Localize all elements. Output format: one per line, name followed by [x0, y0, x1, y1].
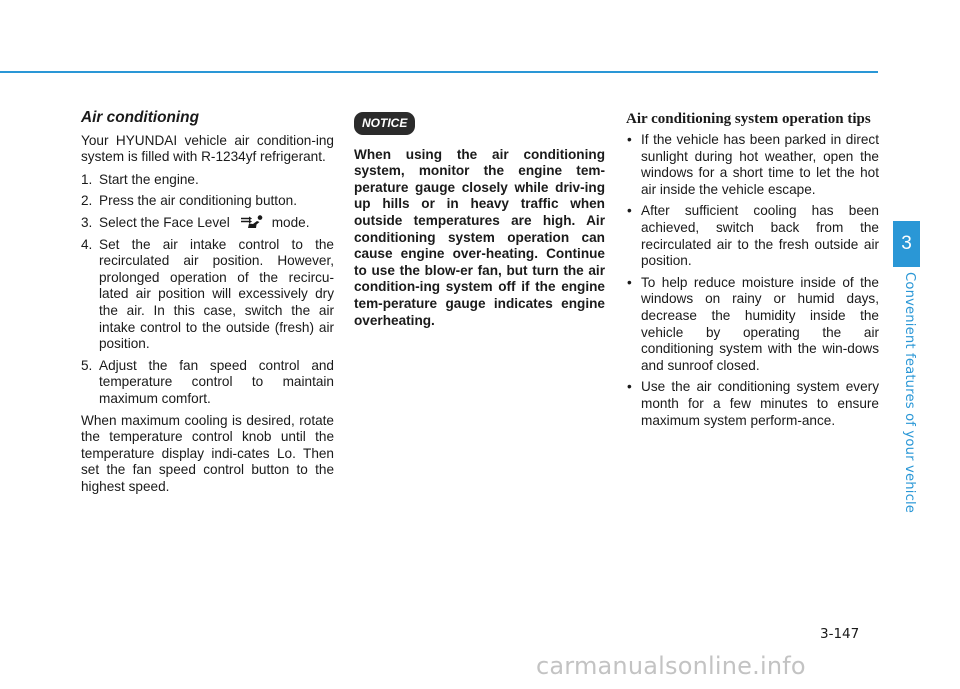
section-heading: Air conditioning: [81, 109, 199, 126]
chapter-number: 3: [901, 233, 912, 254]
tips-heading: Air conditioning system operation tips: [626, 111, 871, 127]
step-number: 1.: [81, 171, 93, 187]
intro-paragraph: Your HYUNDAI vehicle air condition-ing system is filled with R-1234yf refrigerant.: [81, 132, 334, 165]
notice-badge: NOTICE: [354, 112, 415, 135]
page-number: 3-147: [820, 626, 860, 642]
step-text-after: mode.: [271, 214, 310, 230]
column-air-conditioning: [81, 108, 334, 501]
step-text: Set the air intake control to the recirculated air position. However, prolonged operation of the recircu-lated air position will excessively dry the air. In this case, switch the air intake control to the outside (fresh) air position.: [99, 236, 334, 352]
step-number: 2.: [81, 193, 93, 209]
tip-item: • To help reduce moisture inside of the windows on rainy or humid days, decrease the humidity inside the vehicle by operating the air conditioning system with the win-dows and sunroof closed.: [626, 275, 879, 375]
step-number: 4.: [81, 236, 93, 252]
step-item: [81, 358, 334, 408]
column-notice: [354, 108, 605, 329]
watermark-text[interactable]: carmanualsonline.info: [536, 652, 806, 680]
notice-text: When using the air conditioning system, monitor the engine tem-perature gauge closely while driv-ing up hills or in heavy traffic when outside temperatures are high. Air conditioning system operation can cause engine over-heating. Continue to use the blow-er fan, but turn the air condition-ing system off if the engine tem-perature gauge indicates engine overheating.: [354, 146, 605, 328]
step-number: 3.: [81, 214, 93, 230]
step-number: 5.: [81, 357, 93, 373]
column-operation-tips: [626, 108, 879, 434]
tip-item: • If the vehicle has been parked in direct sunlight during hot weather, open the windows for a short time to let the hot air inside the vehicle escape.: [626, 132, 879, 198]
step-item: [81, 172, 334, 189]
steps-list: [81, 172, 334, 408]
step-text: Press the air conditioning button.: [99, 193, 297, 209]
step-item: [81, 237, 334, 353]
step-text-before: Select the Face Level: [99, 214, 230, 230]
tip-item: • Use the air conditioning system every month for a few minutes to ensure maximum system perform-ance.: [626, 379, 879, 429]
tips-list: [626, 132, 879, 429]
tip-item: • After sufficient cooling has been achieved, switch back from the recirculated air to the fresh outside air position.: [626, 203, 879, 269]
step-text: Start the engine.: [99, 171, 199, 187]
chapter-number-tab: [893, 221, 920, 267]
face-level-vent-icon: [240, 215, 264, 229]
header-rule: [0, 71, 878, 73]
step-item: [81, 215, 334, 232]
step-text: Adjust the fan speed control and temperature control to maintain maximum comfort.: [99, 357, 334, 406]
chapter-title: Convenient features of your vehicle: [902, 272, 917, 514]
closing-paragraph: When maximum cooling is desired, rotate the temperature control knob until the temperature display indi-cates Lo. Then set the fan speed control button to the highest speed.: [81, 412, 334, 494]
step-item: [81, 193, 334, 210]
